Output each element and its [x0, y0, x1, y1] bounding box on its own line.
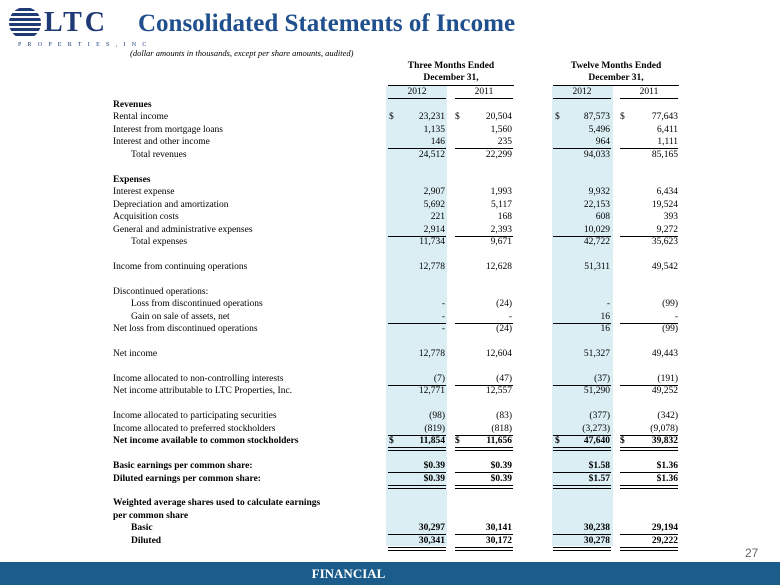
header-year: 2012 — [407, 87, 427, 97]
table-row — [0, 286, 780, 299]
row-value: (3,273) — [582, 423, 610, 434]
table-row — [0, 485, 780, 498]
row-label: Rental income — [113, 112, 169, 123]
row-label: Basic — [131, 523, 153, 534]
row-value: 12,778 — [418, 349, 445, 359]
table-row — [0, 224, 780, 237]
row-value: 30,278 — [583, 535, 610, 546]
row-value: 12,628 — [485, 261, 512, 272]
row-value: - — [441, 324, 445, 335]
row-value: 23,231 — [418, 112, 445, 123]
row-value: (9,078) — [650, 423, 678, 434]
row-value: 964 — [595, 137, 610, 148]
row-value: 6,434 — [656, 187, 678, 198]
double-underline — [553, 547, 611, 551]
table-row — [0, 423, 780, 436]
table-row — [0, 211, 780, 224]
row-value: (342) — [657, 411, 678, 422]
row-value: 1,111 — [657, 137, 678, 148]
table-row — [0, 336, 780, 349]
row-value: 30,297 — [418, 523, 445, 534]
row-value: 12,604 — [485, 349, 512, 359]
table-row — [0, 111, 780, 124]
currency-symbol: $ — [620, 112, 625, 123]
currency-symbol: $ — [455, 436, 460, 447]
header-year: 2011 — [474, 87, 494, 97]
currency-symbol: $ — [620, 436, 625, 447]
row-value: - — [508, 311, 512, 322]
row-value: 16 — [600, 311, 610, 322]
logo-tagline: P R O P E R T I E S , I N C — [18, 42, 149, 48]
row-value: 2,914 — [423, 224, 445, 235]
row-label: Expenses — [113, 174, 151, 185]
header-year: 2011 — [639, 87, 659, 97]
row-value: 11,854 — [419, 436, 445, 447]
row-label: Weighted average shares used to calculate earnings — [113, 498, 321, 509]
row-label: Income allocated to participating securities — [113, 411, 277, 422]
row-value: (98) — [429, 411, 445, 422]
row-value: 19,524 — [651, 199, 678, 210]
row-label: Acquisition costs — [113, 212, 179, 223]
header-three-months: Three Months Ended — [407, 61, 495, 71]
row-value: $0.39 — [490, 473, 512, 484]
row-value: 12,557 — [485, 386, 512, 397]
row-value: 6,411 — [656, 124, 678, 135]
row-value: - — [441, 299, 445, 310]
table-row — [0, 248, 780, 261]
row-value: 85,165 — [651, 149, 678, 160]
row-label: Diluted earnings per common share: — [113, 473, 261, 484]
table-row — [0, 510, 780, 523]
row-value: 11,656 — [486, 436, 512, 447]
row-value: (818) — [491, 423, 512, 434]
row-label: Income allocated to preferred stockholders — [113, 423, 276, 434]
table-row — [0, 261, 780, 274]
table-row — [0, 360, 780, 373]
row-label: Interest from mortgage loans — [113, 124, 224, 135]
row-value: 11,734 — [419, 236, 445, 247]
row-label: Total revenues — [131, 149, 187, 160]
row-label: Loss from discontinued operations — [131, 299, 263, 310]
row-label: Income from continuing operations — [113, 261, 248, 272]
table-row — [0, 398, 780, 411]
row-value: 10,029 — [583, 224, 610, 235]
currency-symbol: $ — [389, 436, 394, 447]
row-value: 49,542 — [651, 261, 678, 272]
currency-symbol: $ — [555, 436, 560, 447]
double-underline — [388, 547, 446, 551]
table-row — [0, 473, 780, 486]
row-value: 24,512 — [418, 149, 445, 160]
row-value: 235 — [497, 137, 512, 148]
double-underline — [620, 547, 678, 551]
row-value: 20,504 — [485, 112, 512, 123]
row-label: Revenues — [113, 100, 152, 110]
row-value: $1.57 — [588, 473, 610, 484]
row-value: 9,272 — [656, 224, 678, 235]
row-value: 29,194 — [651, 523, 678, 534]
row-value: 35,623 — [651, 236, 678, 247]
currency-symbol: $ — [455, 112, 460, 123]
row-value: (377) — [589, 411, 610, 422]
header-twelve-months-sub: December 31, — [588, 73, 644, 83]
table-row — [0, 124, 780, 137]
row-label: per common share — [113, 510, 189, 521]
row-value: - — [674, 311, 678, 322]
row-value: (99) — [662, 324, 678, 335]
row-value: 2,393 — [490, 224, 512, 235]
page-subtitle: (dollar amounts in thousands, except per share amounts, audited) — [130, 48, 354, 58]
table-row — [0, 161, 780, 174]
table-row — [0, 199, 780, 212]
table-row — [0, 311, 780, 324]
row-label: Basic earnings per common share: — [113, 461, 253, 472]
row-label: Net income — [113, 349, 158, 359]
table-row — [0, 448, 780, 461]
row-value: 30,172 — [485, 535, 512, 546]
table-row — [0, 522, 780, 535]
row-value: 39,832 — [651, 436, 678, 447]
row-value: (819) — [424, 423, 445, 434]
table-row — [0, 174, 780, 187]
currency-symbol: $ — [555, 112, 560, 123]
row-value: 221 — [430, 212, 445, 223]
table-row — [0, 435, 780, 448]
table-row — [0, 373, 780, 386]
page-number: 27 — [745, 546, 759, 560]
row-value: (83) — [496, 411, 512, 422]
row-value: (37) — [594, 373, 610, 384]
double-underline — [455, 547, 513, 551]
row-value: 5,117 — [490, 199, 512, 210]
row-value: 608 — [595, 212, 610, 223]
row-value: 22,153 — [583, 199, 610, 210]
row-value: (7) — [433, 373, 445, 384]
row-value: 168 — [497, 212, 512, 223]
row-value: 1,135 — [423, 124, 445, 135]
row-value: (24) — [496, 299, 512, 310]
row-label: Gain on sale of assets, net — [131, 311, 230, 322]
row-value: 146 — [430, 137, 445, 148]
table-row — [0, 410, 780, 423]
table-row — [0, 535, 780, 548]
row-value: - — [441, 311, 445, 322]
table-row — [0, 385, 780, 398]
table-row — [0, 236, 780, 249]
row-value: 30,341 — [418, 535, 445, 546]
currency-symbol: $ — [389, 112, 394, 123]
header-year: 2012 — [572, 87, 592, 97]
row-label: Discontinued operations: — [113, 286, 209, 297]
row-value: 5,692 — [423, 199, 445, 210]
row-value: (191) — [657, 373, 678, 384]
row-label: Total expenses — [131, 236, 188, 247]
header-twelve-months: Twelve Months Ended — [570, 61, 662, 71]
row-value: 9,671 — [490, 236, 512, 247]
row-value: 47,640 — [583, 436, 610, 447]
page-title: Consolidated Statements of Income — [138, 10, 516, 37]
table-row — [0, 497, 780, 510]
row-value: 42,722 — [583, 236, 610, 247]
row-value: $1.36 — [656, 461, 678, 472]
row-value: 51,290 — [583, 386, 610, 397]
row-value: (24) — [496, 324, 512, 335]
row-value: $1.36 — [656, 473, 678, 484]
row-value: - — [606, 299, 610, 310]
row-value: $0.39 — [490, 461, 512, 472]
row-label: Diluted — [131, 535, 162, 546]
row-value: 22,299 — [485, 149, 512, 160]
row-value: $1.58 — [588, 461, 610, 472]
row-value: 77,643 — [651, 112, 678, 123]
row-value: 87,573 — [583, 112, 610, 123]
row-value: (47) — [496, 373, 512, 384]
row-value: 49,443 — [651, 349, 678, 359]
row-value: 49,252 — [651, 386, 678, 397]
row-value: 2,907 — [423, 187, 445, 198]
table-row — [0, 149, 780, 162]
row-value: 12,778 — [418, 261, 445, 272]
table-row — [0, 323, 780, 336]
row-value: 5,496 — [588, 124, 610, 135]
row-label: Income allocated to non-controlling interests — [113, 373, 284, 384]
row-label: Interest expense — [113, 187, 175, 198]
row-value: 12,771 — [418, 386, 445, 397]
row-label: Net income available to common stockholders — [113, 436, 299, 447]
table-row — [0, 298, 780, 311]
row-label: Net loss from discontinued operations — [113, 324, 258, 335]
table-row — [0, 348, 780, 361]
table-row — [0, 186, 780, 199]
row-label: Net income attributable to LTC Properties, Inc. — [113, 386, 293, 397]
row-value: 393 — [663, 212, 678, 223]
row-value: $0.39 — [423, 461, 445, 472]
row-value: 51,327 — [583, 349, 610, 359]
row-value: (99) — [662, 299, 678, 310]
row-label: Depreciation and amortization — [113, 199, 229, 210]
row-value: 29,222 — [651, 535, 678, 546]
row-value: $0.39 — [423, 473, 445, 484]
row-value: 30,238 — [583, 523, 610, 534]
row-value: 1,560 — [490, 124, 512, 135]
logo-wordmark: LTC — [44, 7, 109, 38]
section-label: FINANCIAL — [300, 562, 397, 585]
row-value: 1,993 — [490, 187, 512, 198]
table-row — [0, 273, 780, 286]
row-label: General and administrative expenses — [113, 224, 253, 235]
row-label: Interest and other income — [113, 137, 210, 148]
table-row — [0, 99, 780, 112]
row-value: 16 — [600, 324, 610, 335]
header-three-months-sub: December 31, — [423, 73, 479, 83]
table-row — [0, 136, 780, 149]
row-value: 9,932 — [588, 187, 610, 198]
row-value: 30,141 — [485, 523, 512, 534]
table-row — [0, 460, 780, 473]
row-value: 51,311 — [584, 261, 610, 272]
row-value: 94,033 — [583, 149, 610, 160]
